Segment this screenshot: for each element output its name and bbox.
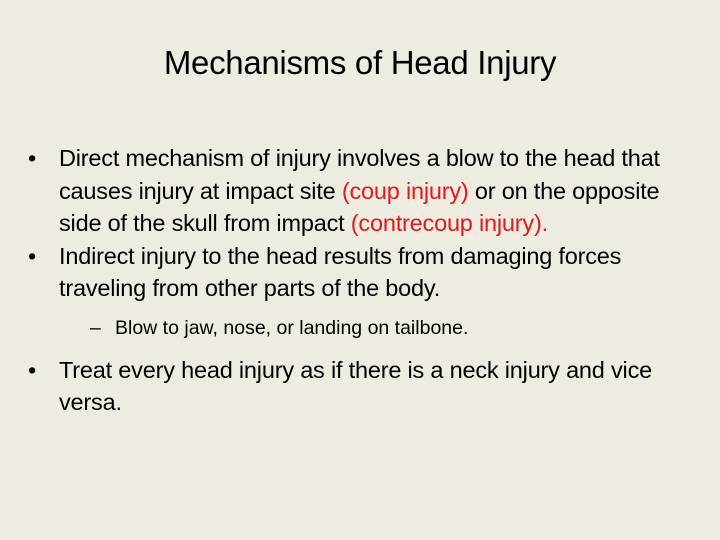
bullet-text: or on the opposite side of the skull from impact (59, 177, 660, 236)
slide-title: Mechanisms of Head Injury (163, 44, 557, 81)
bullet-text: Indirect injury to the head results from damaging forces traveling from other parts of the body. (59, 242, 622, 301)
bullet-treat-neck-injury (28, 354, 698, 419)
sub-bullet-examples (28, 314, 698, 342)
sub-bullet-text: Blow to jaw, nose, or landing on tailbone. (115, 316, 469, 339)
coup-injury-term: (coup injury) (341, 177, 469, 204)
bullet-marker: • (28, 242, 37, 269)
contrecoup-injury-term: (contrecoup injury). (350, 210, 548, 236)
bullet-text: Direct mechanism of injury involves a blow to the head that causes injury at impact site (59, 145, 660, 204)
bullet-text: Treat every head injury as if there is a neck injury and vice versa. (59, 356, 652, 415)
sub-bullet-marker: – (90, 316, 101, 339)
bullet-direct-mechanism (28, 142, 698, 240)
bullet-indirect-injury (28, 240, 698, 305)
bullet-marker: • (28, 356, 37, 383)
bullet-marker: • (28, 145, 37, 171)
bullet-list (28, 142, 698, 419)
